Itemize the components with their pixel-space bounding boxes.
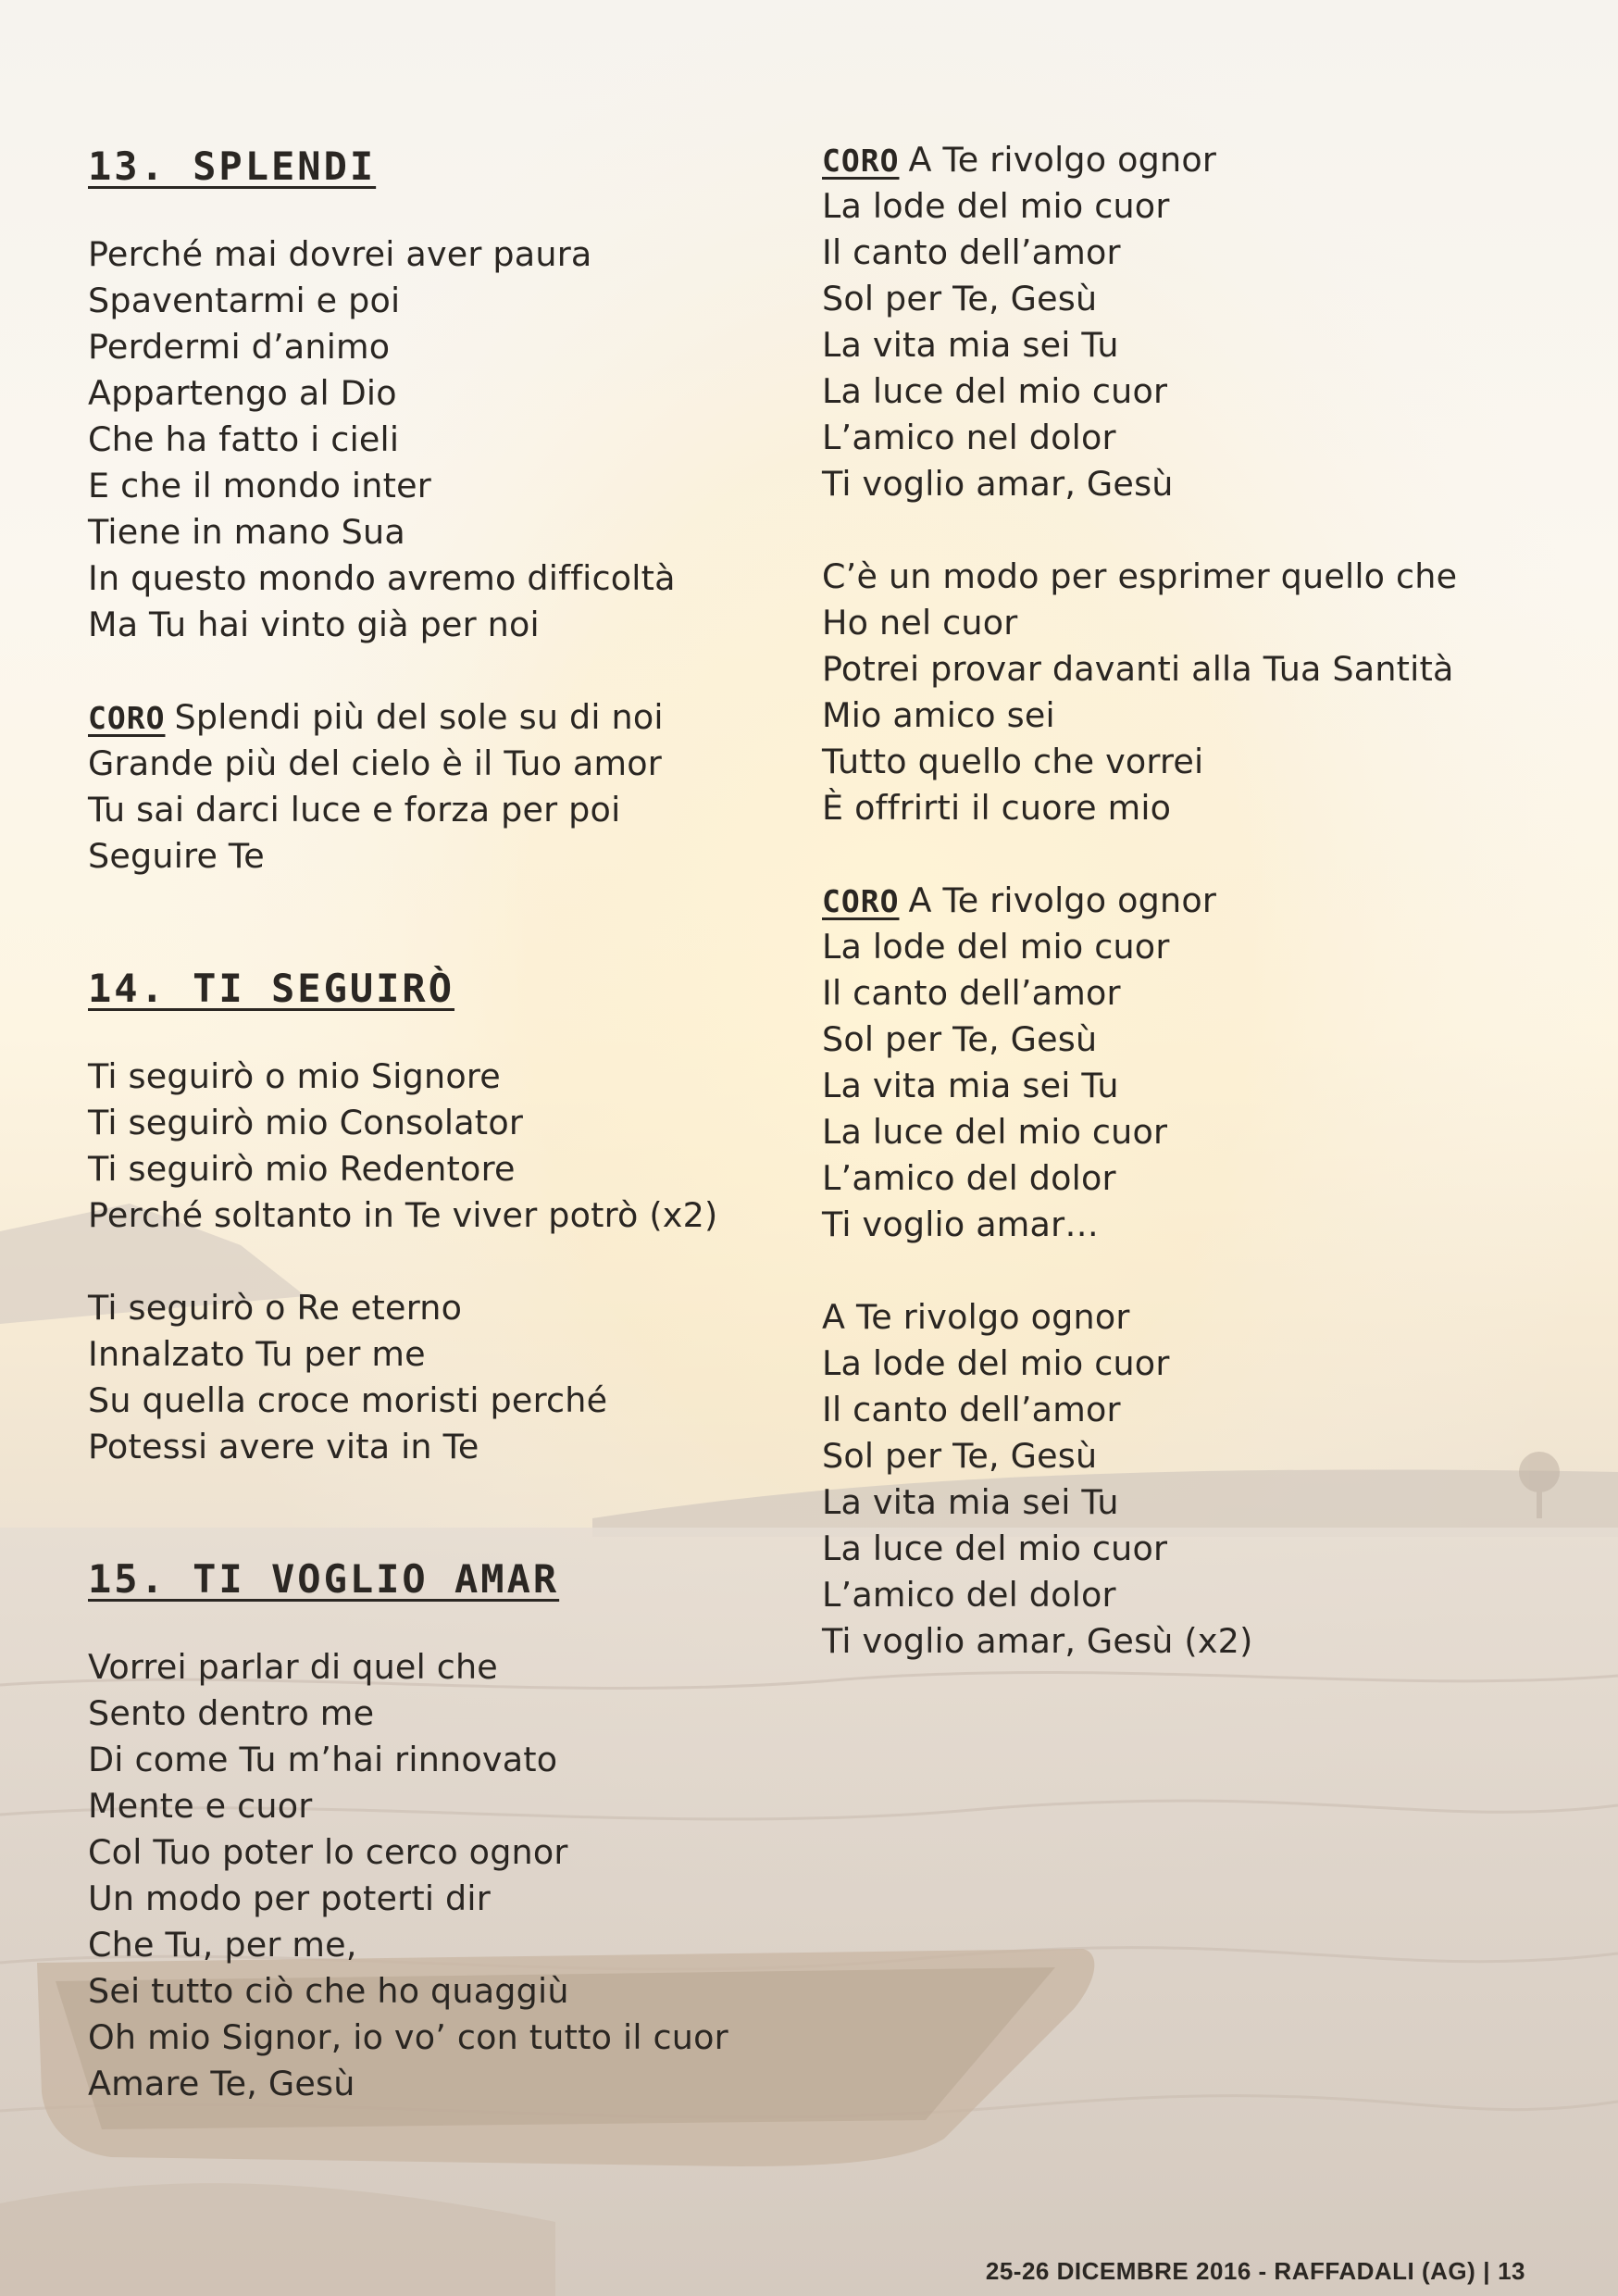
lyric-line [88, 1737, 819, 1783]
song-spacer [88, 1470, 819, 1552]
lyric-text: Che Tu, per me, [88, 1925, 357, 1965]
song-spacer [88, 880, 819, 961]
lyric-line [88, 1783, 819, 1829]
left-column [88, 139, 819, 2107]
lyric-line [88, 1100, 819, 1146]
lyric-text: Sol per Te, Gesù [822, 279, 1098, 318]
lyric-line [88, 555, 819, 602]
lyric-text: La luce del mio cuor [822, 371, 1168, 411]
stanza-spacer [88, 648, 819, 694]
lyric-text: Ti seguirò mio Redentore [88, 1149, 516, 1189]
lyric-line [822, 600, 1581, 646]
stanza-spacer [822, 507, 1581, 554]
coro-label: CORO [822, 883, 900, 919]
lyric-line [822, 924, 1581, 970]
lyric-text: Ho nel cuor [822, 603, 1018, 643]
title-spacer [88, 1607, 819, 1644]
lyric-text: Il canto dell’amor [822, 232, 1121, 272]
lyric-text: C’è un modo per esprimer quello che [822, 556, 1458, 596]
lyric-line [88, 1922, 819, 1968]
lyric-line [88, 324, 819, 370]
stanza [88, 1285, 819, 1470]
lyric-text: Di come Tu m’hai rinnovato [88, 1740, 558, 1779]
lyric-line [822, 1155, 1581, 1202]
lyric-text: La lode del mio cuor [822, 1343, 1170, 1383]
lyric-line [88, 417, 819, 463]
lyric-text: Ti seguirò mio Consolator [88, 1103, 524, 1142]
lyric-line [88, 787, 819, 833]
lyric-line [822, 1202, 1581, 1248]
lyric-line [822, 415, 1581, 461]
lyric-text: Col Tuo poter lo cerco ognor [88, 1832, 568, 1872]
lyric-text: La vita mia sei Tu [822, 1066, 1119, 1105]
song-title: 14. TI SEGUIRÒ [88, 966, 455, 1011]
lyric-line [822, 878, 1581, 924]
stanza [822, 878, 1581, 1248]
footer-event: 25-26 DICEMBRE 2016 - RAFFADALI (AG) [985, 2257, 1476, 2285]
lyric-line [822, 1618, 1581, 1665]
lyric-text: L’amico nel dolor [822, 418, 1116, 457]
lyric-line [88, 1691, 819, 1737]
lyric-text: Sei tutto ciò che ho quaggiù [88, 1971, 569, 2011]
lyric-text: Perché mai dovrei aver paura [88, 234, 592, 274]
lyric-text: Su quella croce moristi perché [88, 1380, 608, 1420]
title-spacer [88, 1017, 819, 1054]
lyric-line [88, 370, 819, 417]
lyric-text: Potrei provar davanti alla Tua Santità [822, 649, 1454, 689]
lyric-line [88, 1331, 819, 1378]
page-number: 13 [1498, 2257, 1525, 2285]
lyric-line [822, 1526, 1581, 1572]
lyric-line [822, 461, 1581, 507]
lyric-text: Splendi più del sole su di noi [174, 697, 664, 737]
lyric-text: Tutto quello che vorrei [822, 742, 1204, 781]
lyric-text: La lode del mio cuor [822, 927, 1170, 967]
stanza [88, 231, 819, 648]
stanza [822, 137, 1581, 507]
lyric-line [822, 1063, 1581, 1109]
lyric-text: L’amico del dolor [822, 1575, 1116, 1615]
lyric-line [822, 646, 1581, 693]
lyric-text: Spaventarmi e poi [88, 281, 401, 320]
stanza [88, 1644, 819, 2107]
lyric-text: Mio amico sei [822, 695, 1055, 735]
lyric-line [88, 1829, 819, 1876]
lyric-line [822, 276, 1581, 322]
footer-separator: | [1483, 2257, 1491, 2285]
lyric-line [88, 463, 819, 509]
lyric-line [88, 2061, 819, 2107]
title-spacer [88, 194, 819, 231]
lyric-line [822, 230, 1581, 276]
lyric-line [88, 741, 819, 787]
lyric-line [822, 1341, 1581, 1387]
lyric-text: Grande più del cielo è il Tuo amor [88, 743, 662, 783]
lyric-text: Ti voglio amar, Gesù [822, 464, 1174, 504]
stanza [88, 694, 819, 880]
lyric-line [88, 2015, 819, 2061]
lyric-text: A Te rivolgo ognor [822, 1297, 1130, 1337]
lyric-text: Mente e cuor [88, 1786, 313, 1826]
lyric-text: È offrirti il cuore mio [822, 788, 1172, 828]
coro-label: CORO [822, 143, 900, 179]
lyric-line [88, 1876, 819, 1922]
lyric-text: In questo mondo avremo difficoltà [88, 558, 676, 598]
lyric-text: Un modo per poterti dir [88, 1878, 491, 1918]
coro-label: CORO [88, 700, 166, 736]
lyric-line [822, 137, 1581, 183]
lyric-line [822, 970, 1581, 1017]
lyric-line [822, 1387, 1581, 1433]
lyric-line [88, 1285, 819, 1331]
stanza-spacer [88, 1239, 819, 1285]
lyric-text: La lode del mio cuor [822, 186, 1170, 226]
lyric-text: Perdermi d’animo [88, 327, 391, 367]
lyric-line [822, 183, 1581, 230]
lyric-text: Sento dentro me [88, 1693, 375, 1733]
lyric-line [822, 693, 1581, 739]
lyric-text: Ti voglio amar… [822, 1204, 1100, 1244]
lyric-line [88, 1192, 819, 1239]
lyric-text: Ti seguirò o Re eterno [88, 1288, 463, 1328]
lyric-line [88, 833, 819, 880]
lyric-line [88, 278, 819, 324]
stanza [822, 1294, 1581, 1665]
lyric-line [822, 1109, 1581, 1155]
lyric-text: Innalzato Tu per me [88, 1334, 426, 1374]
lyric-text: Tu sai darci luce e forza per poi [88, 790, 621, 830]
lyric-line [88, 1644, 819, 1691]
lyric-line [822, 785, 1581, 831]
lyric-text: La luce del mio cuor [822, 1529, 1168, 1568]
lyric-text: Sol per Te, Gesù [822, 1436, 1098, 1476]
lyric-line [822, 554, 1581, 600]
lyric-line [822, 1572, 1581, 1618]
page-footer [986, 2257, 1525, 2286]
lyric-text: Il canto dell’amor [822, 1390, 1121, 1429]
lyric-text: La luce del mio cuor [822, 1112, 1168, 1152]
stanza-spacer [822, 831, 1581, 878]
lyric-line [822, 1017, 1581, 1063]
lyric-text: A Te rivolgo ognor [908, 140, 1217, 180]
song-title: 13. SPLENDI [88, 144, 377, 189]
lyric-text: Potessi avere vita in Te [88, 1427, 479, 1466]
lyric-text: La vita mia sei Tu [822, 325, 1119, 365]
lyric-text: Sol per Te, Gesù [822, 1019, 1098, 1059]
lyric-line [822, 739, 1581, 785]
lyric-text: L’amico del dolor [822, 1158, 1116, 1198]
lyric-text: Ti voglio amar, Gesù (x2) [822, 1621, 1253, 1661]
lyric-line [88, 1424, 819, 1470]
lyric-text: Seguire Te [88, 836, 265, 876]
lyric-line [822, 322, 1581, 368]
lyric-line [822, 1294, 1581, 1341]
lyric-line [88, 509, 819, 555]
lyric-text: Perché soltanto in Te viver potrò (x2) [88, 1195, 718, 1235]
lyric-line [88, 1054, 819, 1100]
stanza [88, 1054, 819, 1239]
lyric-line [822, 1433, 1581, 1479]
right-column [822, 137, 1581, 1665]
song-title: 15. TI VOGLIO AMAR [88, 1556, 560, 1602]
lyric-text: Ti seguirò o mio Signore [88, 1056, 501, 1096]
stanza-spacer [822, 1248, 1581, 1294]
lyric-text: Che ha fatto i cieli [88, 419, 400, 459]
lyric-line [822, 1479, 1581, 1526]
lyric-text: Oh mio Signor, io vo’ con tutto il cuor [88, 2017, 728, 2057]
lyric-text: Vorrei parlar di quel che [88, 1647, 498, 1687]
lyric-text: Amare Te, Gesù [88, 2064, 355, 2103]
lyric-line [88, 602, 819, 648]
lyric-line [88, 1146, 819, 1192]
lyric-line [88, 694, 819, 741]
lyric-text: La vita mia sei Tu [822, 1482, 1119, 1522]
lyric-text: E che il mondo inter [88, 466, 431, 505]
stanza [822, 554, 1581, 831]
lyric-text: Ma Tu hai vinto già per noi [88, 605, 540, 644]
lyric-text: A Te rivolgo ognor [908, 880, 1217, 920]
lyric-text: Appartengo al Dio [88, 373, 397, 413]
lyric-text: Tiene in mano Sua [88, 512, 405, 552]
lyric-text: Il canto dell’amor [822, 973, 1121, 1013]
lyric-line [88, 1968, 819, 2015]
lyric-line [822, 368, 1581, 415]
lyric-line [88, 231, 819, 278]
lyric-line [88, 1378, 819, 1424]
